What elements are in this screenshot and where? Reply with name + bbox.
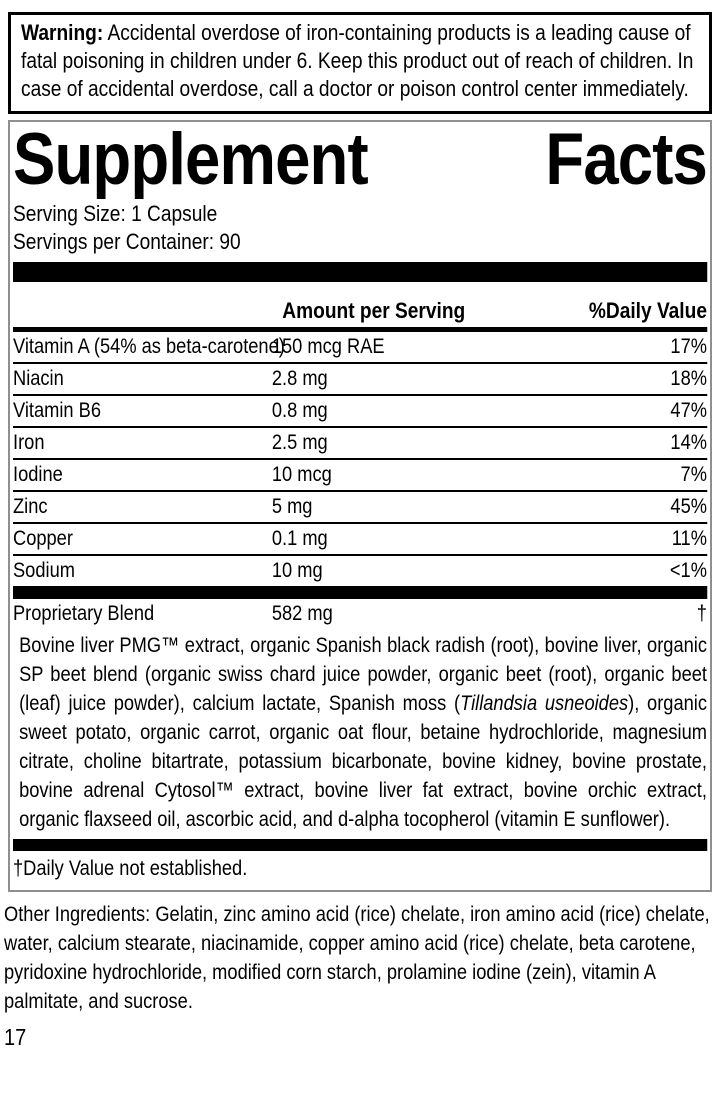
nutrient-amount: 10 mcg: [271, 463, 332, 486]
nutrient-amount: 2.5 mg: [271, 431, 328, 454]
nutrient-name: Vitamin A (54% as beta-carotene): [13, 335, 285, 358]
nutrient-row-sodium: [13, 556, 707, 586]
divider-bar-blend: [13, 839, 707, 851]
panel-content: [13, 120, 707, 884]
warning-box: [8, 12, 712, 114]
table-header-row: [13, 282, 707, 327]
nutrient-row-zinc: [13, 492, 707, 524]
nutrient-row-niacin: [13, 364, 707, 396]
nutrient-daily-value: 47%: [670, 399, 707, 422]
nutrient-daily-value: 18%: [670, 367, 707, 390]
divider-bar-sodium: [13, 586, 707, 599]
nutrient-row-iron: [13, 428, 707, 460]
divider-bar-top: [13, 262, 707, 282]
nutrient-name: Vitamin B6: [13, 399, 102, 422]
proprietary-blend-amount: 582 mg: [271, 602, 333, 625]
warning-text: [21, 19, 699, 103]
daily-value-footnote: †Daily Value not established.: [13, 857, 248, 880]
nutrient-amount: 150 mcg RAE: [271, 335, 385, 358]
servings-per-container: Servings per Container: 90: [13, 229, 241, 254]
nutrient-daily-value: 17%: [670, 335, 707, 358]
nutrient-amount: 10 mg: [271, 559, 323, 582]
warning-label: Warning:: [21, 20, 104, 45]
page-number: 17: [4, 1024, 27, 1050]
nutrient-row-iodine: [13, 460, 707, 492]
nutrient-name: Iodine: [13, 463, 63, 486]
blend-text-end: ), organic sweet potato, organic carrot, organic oat flour, betaine hydrochloride, magnesium citrate, choline bitartrate, potassium bicarbonate, bovine kidney, bovine prostate, bovine adrenal Cytosol™ extract, bovine liver fat extract, bovine orchic extract, organic flaxseed oil, ascorbic acid, and d-alpha tocopherol (vitamin E sunflower).: [19, 692, 707, 831]
serving-size: Serving Size: 1 Capsule: [13, 201, 218, 226]
proprietary-blend-dagger: †: [696, 602, 707, 625]
title-word-facts: Facts: [545, 120, 707, 200]
supplement-facts-panel: [8, 120, 712, 892]
blend-description: [13, 631, 707, 834]
nutrient-amount: 2.8 mg: [271, 367, 328, 390]
nutrient-daily-value: <1%: [669, 559, 707, 582]
nutrient-daily-value: 11%: [671, 527, 707, 550]
nutrient-amount: 0.1 mg: [271, 527, 328, 550]
nutrient-daily-value: 7%: [680, 463, 707, 486]
blend-text-latin-name: Tillandsia usneoides: [460, 692, 629, 715]
panel-title: [13, 120, 707, 200]
nutrient-row-vitamin-a: [13, 332, 707, 364]
nutrient-row-vitamin-b6: [13, 396, 707, 428]
nutrient-amount: 0.8 mg: [271, 399, 328, 422]
other-ingredients: Other Ingredients: Gelatin, zinc amino acid (rice) chelate, iron amino acid (rice) chelate, water, calcium stearate, niacinamide, copper amino acid (rice) chelate, beta carotene, pyridoxine hydrochloride, modified corn starch, prolamine iodine (zein), vitamin A palmitate, and sucrose.: [4, 903, 710, 1013]
nutrient-name: Zinc: [13, 495, 48, 518]
column-header-amount: Amount per Serving: [282, 298, 466, 323]
blend-text-start: Bovine liver PMG™ extract, organic Spanish black radish (root), bovine liver, organic SP beet blend (organic swiss chard juice powder, organic beet (root), organic beet (leaf) juice powder), calcium lactate, Spanish moss (: [19, 634, 707, 715]
nutrient-name: Iron: [13, 431, 45, 454]
nutrient-name: Niacin: [13, 367, 64, 390]
proprietary-blend-row: [13, 599, 707, 629]
nutrient-row-copper: [13, 524, 707, 556]
column-header-daily-value: %Daily Value: [588, 298, 707, 323]
title-word-supplement: Supplement: [13, 120, 368, 200]
nutrient-daily-value: 14%: [670, 431, 707, 454]
warning-body: Accidental overdose of iron-containing products is a leading cause of fatal poisoning in children under 6. Keep this product out of reach of children. In case of accidental overdose, call a doctor or poison control center immediately.: [21, 20, 694, 101]
nutrient-daily-value: 45%: [670, 495, 707, 518]
nutrient-name: Copper: [13, 527, 73, 550]
nutrient-name: Sodium: [13, 559, 75, 582]
proprietary-blend-name: Proprietary Blend: [13, 602, 155, 625]
nutrient-amount: 5 mg: [271, 495, 313, 518]
